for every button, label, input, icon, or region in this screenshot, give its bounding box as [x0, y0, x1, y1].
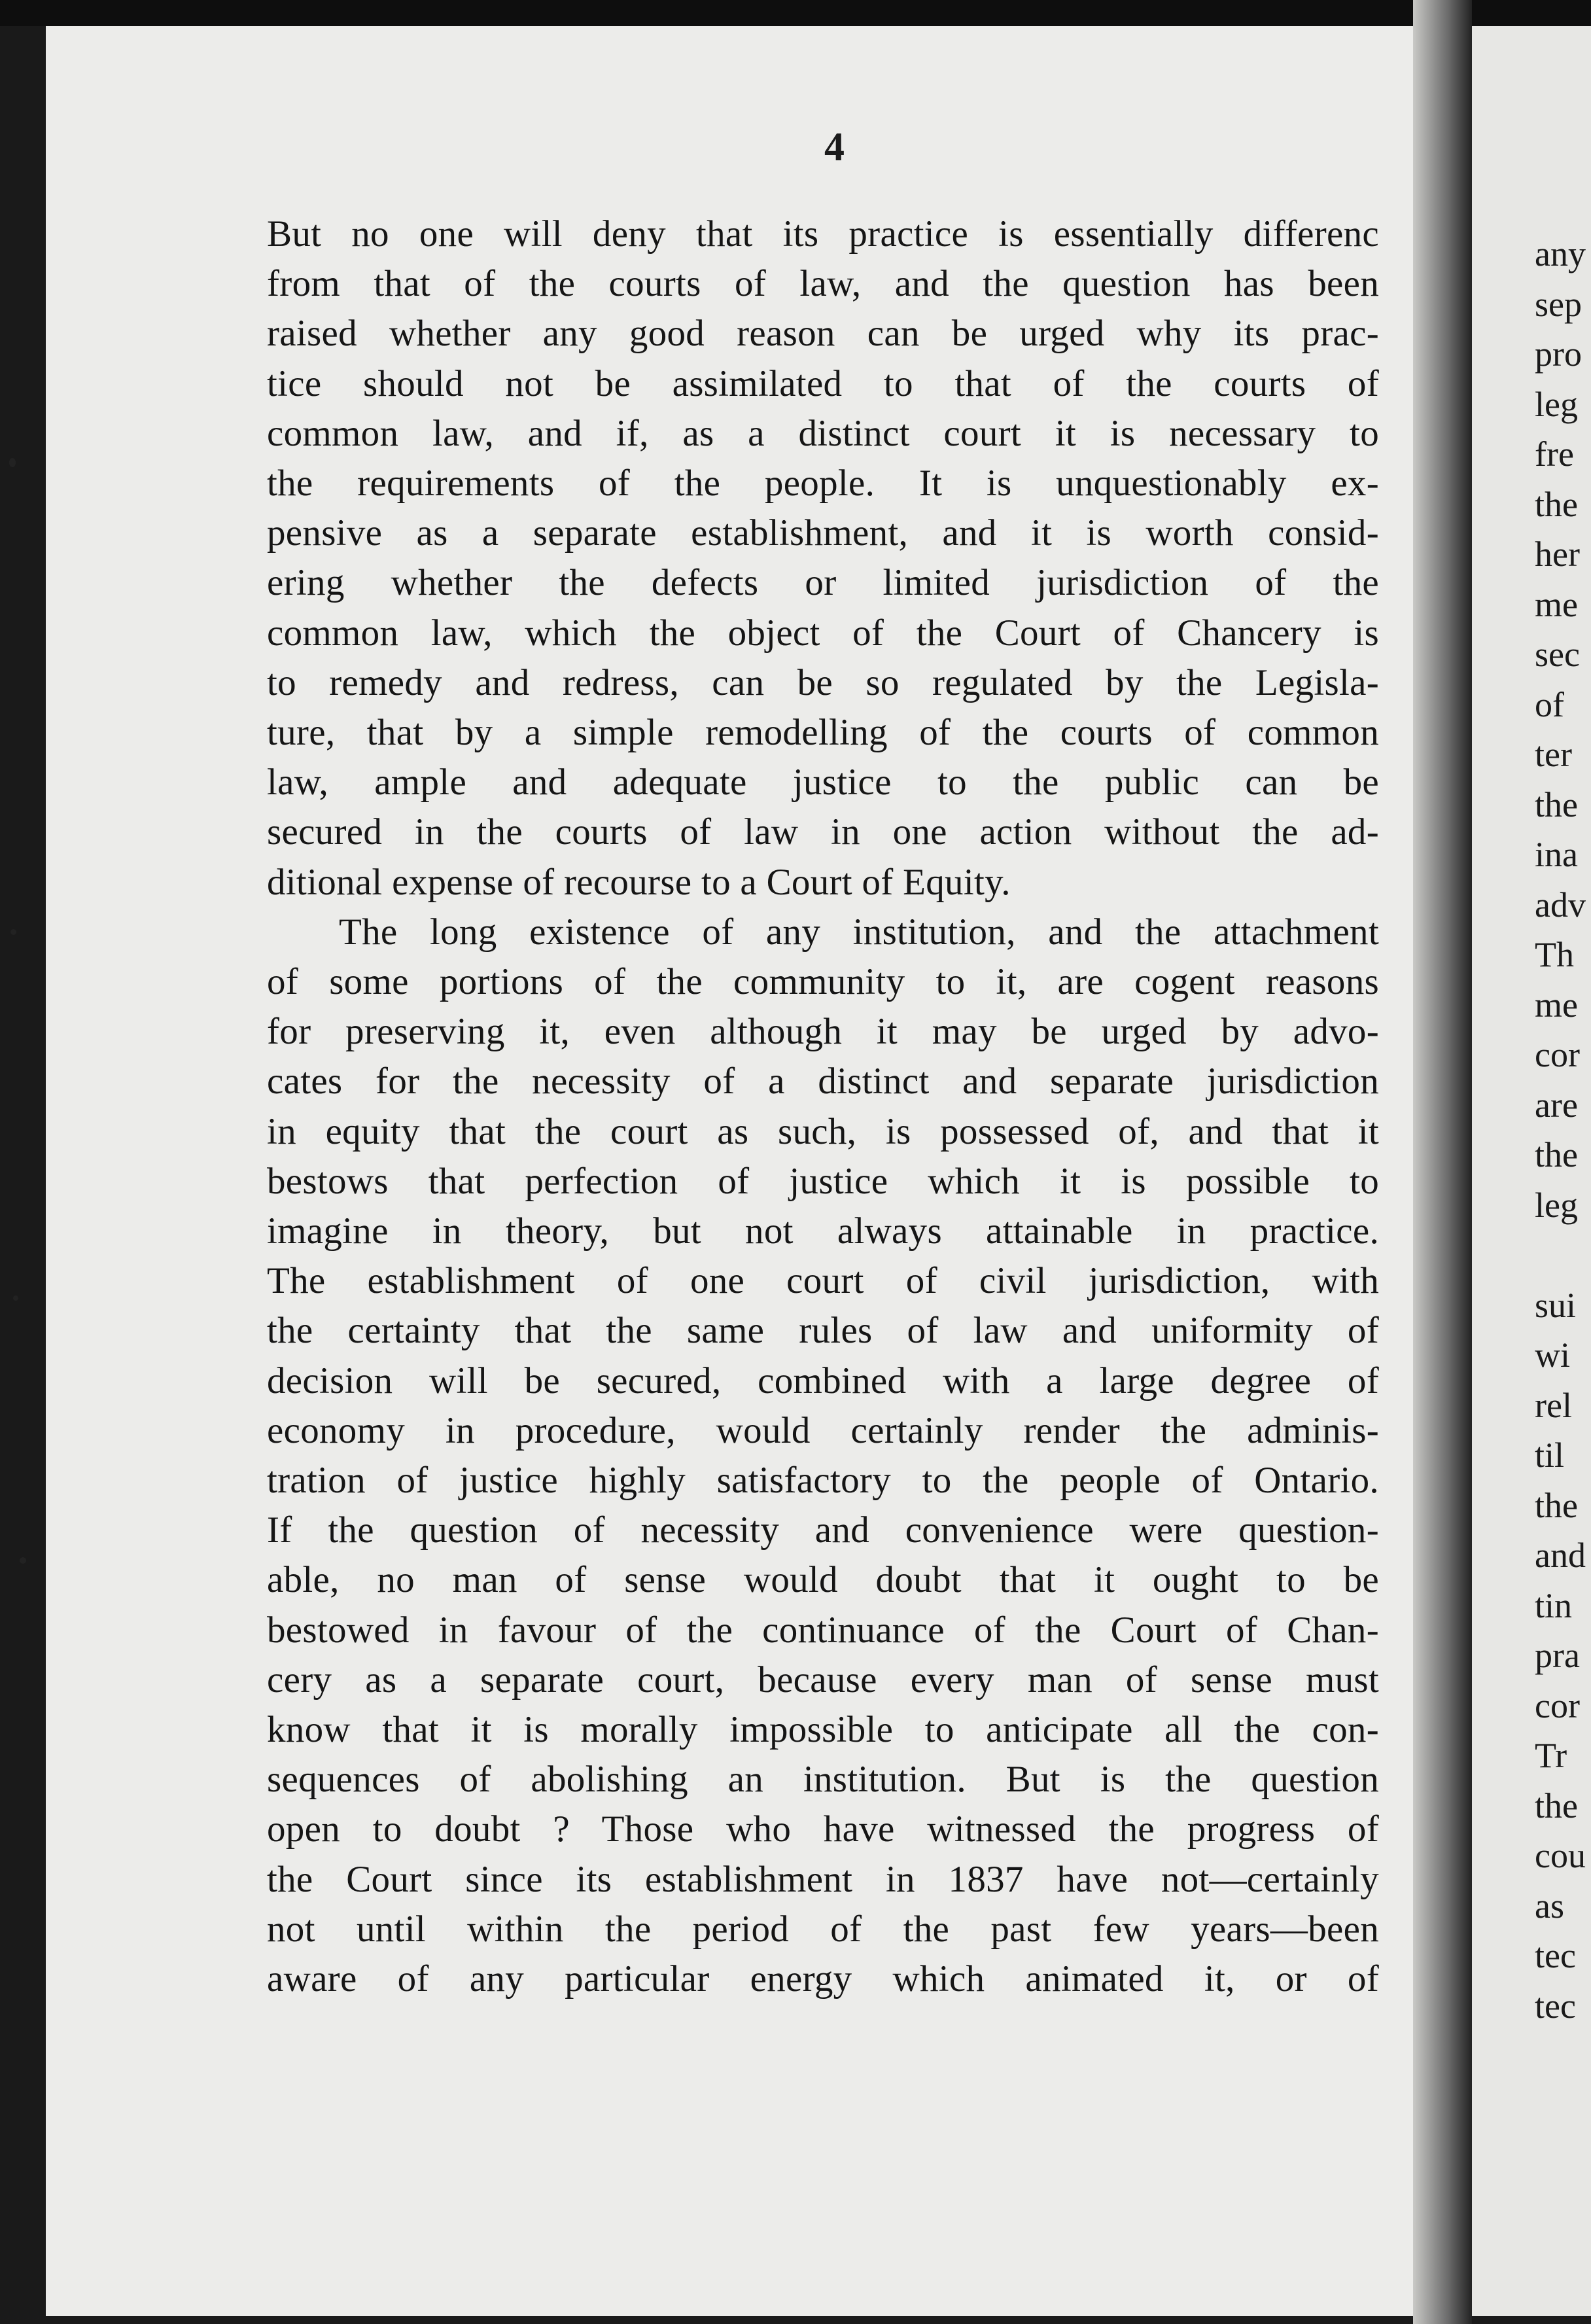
text-line: from that of the courts of law, and the question has been [267, 263, 1379, 304]
text-line: law, ample and adequate justice to the public can be [267, 762, 1379, 803]
adjacent-page-fragment: til [1535, 1435, 1565, 1475]
adjacent-page-fragment: pra [1535, 1636, 1580, 1675]
adjacent-page-fragment: sep [1535, 285, 1582, 324]
adjacent-page-fragment: cor [1535, 1035, 1580, 1074]
adjacent-page-fragment: of [1535, 685, 1564, 724]
text-line: for preserving it, even although it may be urged by advo- [267, 1011, 1379, 1052]
adjacent-page-fragment: cou [1535, 1836, 1586, 1875]
text-line: to remedy and redress, can be so regulated by the Legisla- [267, 662, 1379, 703]
scan-speck [13, 1295, 18, 1301]
scan-speck [20, 1557, 26, 1564]
adjacent-page-fragment: and [1535, 1536, 1586, 1575]
adjacent-page-fragment: leg [1535, 1186, 1578, 1225]
text-line: economy in procedure, would certainly render the adminis- [267, 1410, 1379, 1451]
adjacent-page-fragment: are [1535, 1085, 1578, 1125]
text-line: decision will be secured, combined with a large degree of [267, 1360, 1379, 1401]
scan-top-border [0, 0, 1591, 26]
adjacent-page-fragment: fre [1535, 434, 1574, 474]
text-line: ditional expense of recourse to a Court of Equity. [267, 862, 1011, 903]
adjacent-page-fragment: tec [1535, 1986, 1576, 2026]
text-line: raised whether any good reason can be urged why its prac- [267, 313, 1379, 354]
right-page-edge [1472, 26, 1591, 2316]
text-line: the certainty that the same rules of law and uniformity of [267, 1310, 1379, 1351]
adjacent-page-fragment: the [1535, 485, 1578, 524]
adjacent-page-fragment: me [1535, 985, 1578, 1025]
adjacent-page-fragment: the [1535, 1135, 1578, 1174]
adjacent-page-fragment: wi [1535, 1335, 1570, 1375]
text-line: The establishment of one court of civil jurisdiction, with [267, 1260, 1379, 1301]
text-line: The long existence of any institution, and the attachment [339, 911, 1379, 953]
text-line: If the question of necessity and convenience were question- [267, 1509, 1379, 1551]
adjacent-page-fragment: the [1535, 1486, 1578, 1525]
text-line: ering whether the defects or limited jurisdiction of the [267, 562, 1379, 603]
adjacent-page-fragment: ter [1535, 735, 1572, 774]
text-line: open to doubt ? Those who have witnessed the progress of [267, 1808, 1379, 1850]
adjacent-page-fragment: tec [1535, 1936, 1576, 1975]
text-line: common law, which the object of the Court of Chancery is [267, 612, 1379, 654]
adjacent-page-fragment: me [1535, 585, 1578, 624]
text-line: tice should not be assimilated to that of the courts of [267, 363, 1379, 404]
adjacent-page-fragment: rel [1535, 1386, 1572, 1425]
text-line: tration of justice highly satisfactory to the people of Ontario. [267, 1460, 1379, 1501]
adjacent-page-fragment: tin [1535, 1586, 1573, 1625]
adjacent-page-fragment: sec [1535, 635, 1580, 674]
adjacent-page-fragment: her [1535, 535, 1580, 574]
adjacent-page-fragment: ina [1535, 835, 1578, 874]
text-line: know that it is morally impossible to anticipate all the con- [267, 1709, 1379, 1750]
adjacent-page-fragment: pro [1535, 334, 1582, 374]
adjacent-page-fragment: Th [1535, 935, 1574, 974]
adjacent-page-fragment: the [1535, 1786, 1578, 1825]
text-line: not until within the period of the past few years—been [267, 1909, 1379, 1950]
adjacent-page-fragment: Tr [1535, 1736, 1567, 1775]
adjacent-page-fragment: as [1535, 1886, 1564, 1926]
text-line: ture, that by a simple remodelling of the courts of common [267, 712, 1379, 753]
text-line: But no one will deny that its practice is essentially differenc [267, 213, 1379, 255]
adjacent-page-fragment: leg [1535, 385, 1578, 424]
text-line: aware of any particular energy which animated it, or of [267, 1958, 1379, 1999]
adjacent-page-fragment: sui [1535, 1286, 1577, 1325]
text-line: pensive as a separate establishment, and it is worth consid- [267, 512, 1379, 554]
text-line: bestows that perfection of justice which it is possible to [267, 1161, 1379, 1202]
scan-speck [10, 929, 16, 935]
body-text [267, 209, 1405, 2054]
text-line: bestowed in favour of the continuance of the Court of Chan- [267, 1610, 1379, 1651]
text-line: the Court since its establishment in 1837 have not—certainly [267, 1859, 1379, 1900]
adjacent-page-fragment: any [1535, 234, 1586, 273]
book-gutter [1413, 0, 1472, 2324]
text-line: secured in the courts of law in one action without the ad- [267, 811, 1379, 853]
text-line: sequences of abolishing an institution. But is the question [267, 1759, 1379, 1800]
scan-speck [9, 458, 16, 467]
adjacent-page-fragment: the [1535, 785, 1578, 824]
text-line: able, no man of sense would doubt that it ought to be [267, 1559, 1379, 1600]
text-line: in equity that the court as such, is possessed of, and that it [267, 1111, 1379, 1152]
text-line: the requirements of the people. It is unquestionably ex- [267, 463, 1379, 504]
text-line: of some portions of the community to it, are cogent reasons [267, 961, 1379, 1002]
text-line: imagine in theory, but not always attainable in practice. [267, 1210, 1379, 1252]
text-line: cery as a separate court, because every man of sense must [267, 1659, 1379, 1700]
adjacent-page-fragment: adv [1535, 885, 1586, 924]
adjacent-page-fragment: cor [1535, 1686, 1580, 1725]
text-line: common law, and if, as a distinct court it is necessary to [267, 413, 1379, 454]
text-line: cates for the necessity of a distinct and separate jurisdiction [267, 1061, 1379, 1102]
page-number: 4 [824, 125, 845, 169]
